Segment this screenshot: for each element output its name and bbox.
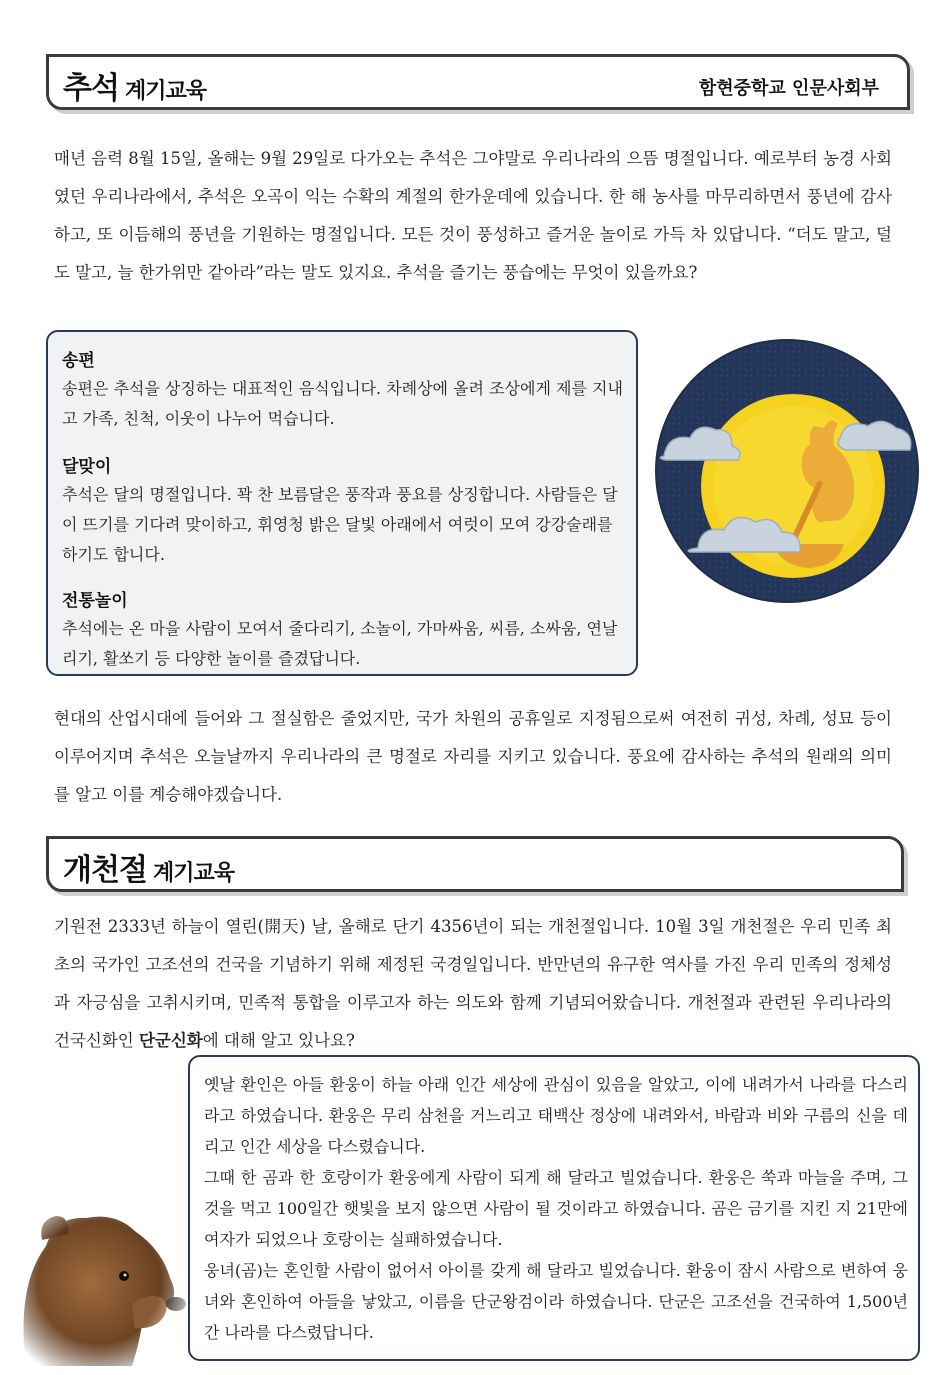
bear-image bbox=[6, 1180, 192, 1366]
chuseok-intro: 매년 음력 8월 15일, 올해는 9월 29일로 다가오는 추석은 그야말로 우리나라의 으뜸 명절입니다. 예로부터 농경 사회였던 우리나라에서, 추석은 오곡이 익는 수확의 계절의 한가운데에 있습니다. 한 해 농사를 마무리하면서 풍년에 감사하고, 또 이듬해의 풍년을 기원하는 명절입니다. 모든 것이 풍성하고 즐거운 놀이로 가득 차 있답니다. “더도 말고, 덜도 말고, 늘 한가위만 같아라”라는 말도 있지요. 추석을 즐기는 풍습에는 무엇이 있을까요? bbox=[54, 149, 892, 282]
story-paragraph-2: 그때 한 곰과 한 호랑이가 환웅에게 사람이 되게 해 달라고 빌었습니다. 환웅은 쑥과 마늘을 주며, 그것을 먹고 100일간 햇빛을 보지 않으면 사람이 될 것이라고 하였습니다. 곰은 금기를 지킨 지 21만에 여자가 되었으나 호랑이는 실패하였습니다. bbox=[204, 1168, 908, 1249]
custom-title-traditional-games: 전통놀이 bbox=[62, 591, 128, 611]
story-paragraph-3: 웅녀(곰)는 혼인할 사람이 없어서 아이를 갖게 해 달라고 빌었습니다. 환웅이 잠시 사람으로 변하여 웅녀와 혼인하여 아들을 낳았고, 이름을 단군왕검이라 하였습니다. 단군은 고조선을 건국하여 1,500년간 나라를 다스렸답니다. bbox=[204, 1261, 908, 1342]
chuseok-title-sub: 계기교육 bbox=[124, 79, 206, 104]
chuseok-title bbox=[63, 63, 206, 107]
gaecheonjeol-intro-text: 기원전 2333년 하늘이 열린(開天) 날, 올해로 단기 4356년이 되는 개천절입니다. 10월 3일 개천절은 우리 민족 최초의 국가인 고조선의 건국을 기념하기 위해 제정된 국경일입니다. 반만년의 유구한 역사를 가진 우리 민족의 정체성과 자긍심을 고취시키며, 민족적 통합을 이루고자 하는 의도와 함께 기념되어왔습니다. 개천절과 관련된 우리나라의 건국신화인 bbox=[54, 917, 892, 1050]
chuseok-header bbox=[46, 54, 910, 110]
customs-box bbox=[46, 330, 638, 676]
gaecheonjeol-intro bbox=[54, 908, 892, 1060]
custom-text-dalmaji: 추석은 달의 명절입니다. 꽉 찬 보름달은 풍작과 풍요를 상징합니다. 사람들은 달이 뜨기를 기다려 맞이하고, 휘영청 밝은 달빛 아래에서 여럿이 모여 강강술래를 하기도 합니다. bbox=[62, 485, 618, 564]
bear-photo bbox=[6, 1180, 192, 1366]
moon-rabbit-image bbox=[654, 338, 920, 604]
full-moon-illustration bbox=[654, 338, 920, 604]
gaecheonjeol-header bbox=[46, 836, 904, 892]
custom-title-songpyeon: 송편 bbox=[62, 351, 95, 371]
chuseok-title-main: 추석 bbox=[63, 71, 119, 106]
story-paragraph-1: 옛날 환인은 아들 환웅이 하늘 아래 인간 세상에 관심이 있음을 알았고, 이에 내려가서 나라를 다스리라고 하였습니다. 환웅은 무리 삼천을 거느리고 태백산 정상에 내려와서, 바람과 비와 구름의 신을 데리고 인간 세상을 다스렸습니다. bbox=[204, 1075, 908, 1156]
chuseok-closing: 현대의 산업시대에 들어와 그 절실함은 줄었지만, 국가 차원의 공휴일로 지정됨으로써 여전히 귀성, 차례, 성묘 등이 이루어지며 추석은 오늘날까지 우리나라의 큰 명절로 자리를 지키고 있습니다. 풍요에 감사하는 추석의 원래의 의미를 알고 이를 계승해야겠습니다. bbox=[54, 709, 892, 804]
gaecheonjeol-title-main: 개천절 bbox=[63, 853, 147, 888]
gaecheonjeol-title bbox=[63, 845, 234, 889]
department-label: 함현중학교 인문사회부 bbox=[698, 78, 879, 99]
custom-title-dalmaji: 달맞이 bbox=[62, 457, 112, 477]
dangun-myth-story bbox=[204, 1069, 908, 1348]
gaecheonjeol-intro-question: 에 대해 알고 있나요? bbox=[202, 1031, 355, 1050]
custom-text-traditional-games: 추석에는 온 마을 사람이 모여서 줄다리기, 소놀이, 가마싸움, 씨름, 소싸움, 연날리기, 활쏘기 등 다양한 놀이를 즐겼답니다. bbox=[62, 619, 618, 668]
gaecheonjeol-title-sub: 계기교육 bbox=[152, 861, 234, 886]
custom-text-songpyeon: 송편은 추석을 상징하는 대표적인 음식입니다. 차례상에 올려 조상에게 제를 지내고 가족, 친척, 이웃이 나누어 먹습니다. bbox=[62, 379, 623, 428]
dangun-myth-highlight: 단군신화 bbox=[138, 1031, 203, 1050]
dangun-myth-box bbox=[188, 1055, 920, 1361]
